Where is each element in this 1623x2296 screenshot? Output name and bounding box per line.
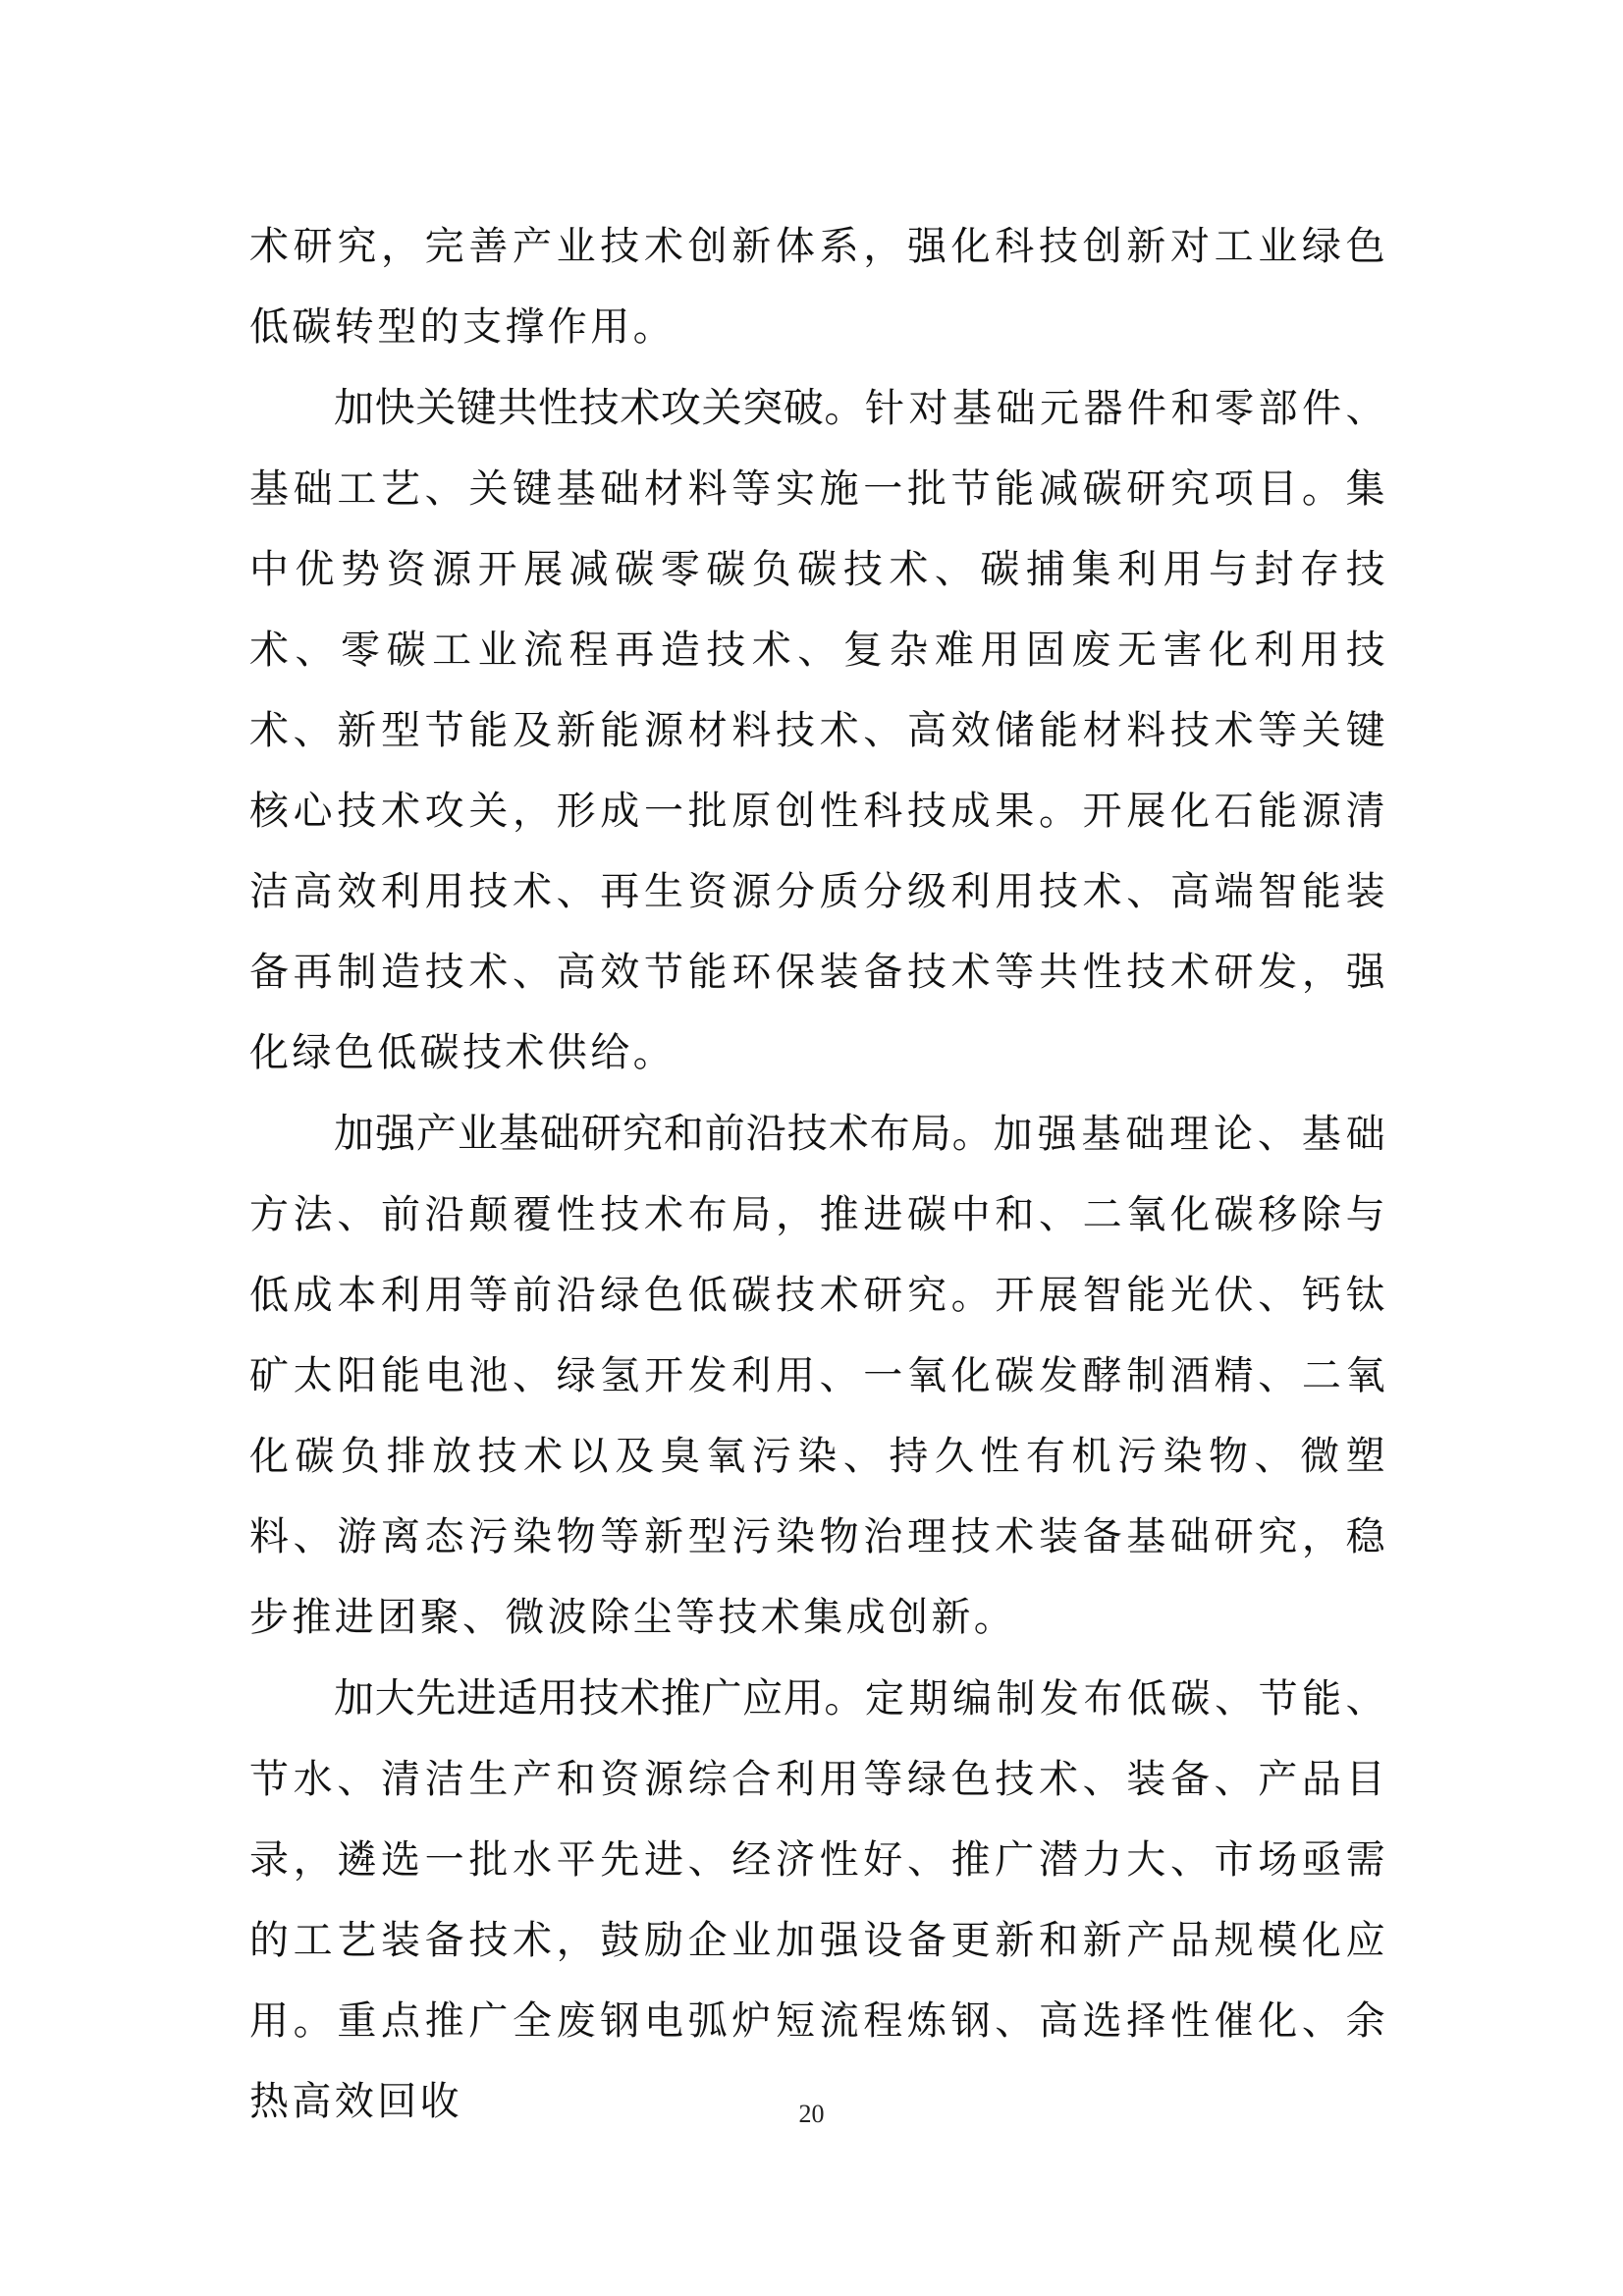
paragraph-text: 针对基础元器件和零部件、基础工艺、关键基础材料等实施一批节能减碳研究项目。集中优势资源开展减碳零碳负碳技术、碳捕集利用与封存技术、零碳工业流程再造技术、复杂难用固废无害化利用技术、新型节能及新能源材料技术、高效储能材料技术等关键核心技术攻关，形成一批原创性科技成果。开展化石能源清洁高效利用技术、再生资源分质分级利用技术、高端智能装备再制造技术、高效节能环保装备技术等共性技术研发，强化绿色低碳技术供给。 [249,386,1389,1075]
paragraph-heading: 加强产业基础研究和前沿技术布局。 [334,1110,994,1157]
paragraph-text: 术研究，完善产业技术创新体系，强化科技创新对工业绿色低碳转型的支撑作用。 [249,224,1388,350]
paragraph-technology-promotion [249,1658,1388,2142]
paragraph-text: 定期编制发布低碳、节能、节水、清洁生产和资源综合利用等绿色技术、装备、产品目录，遴选一批水平先进、经济性好、推广潜力大、市场亟需的工艺装备技术，鼓励企业加强设备更新和新产品规模化应用。重点推广全废钢电弧炉短流程炼钢、高选择性催化、余热高效回收 [249,1676,1389,2124]
body-text [249,206,1388,2142]
paragraph-basic-research [249,1093,1388,1658]
paragraph-continuation [249,206,1388,367]
page-number: 20 [798,2100,825,2128]
paragraph-heading: 加快关键共性技术攻关突破。 [334,384,865,431]
paragraph-heading: 加大先进适用技术推广应用。 [334,1674,865,1722]
paragraph-key-technology [249,367,1388,1093]
paragraph-text: 加强基础理论、基础方法、前沿颠覆性技术布局，推进碳中和、二氧化碳移除与低成本利用等前沿绿色低碳技术研究。开展智能光伏、钙钛矿太阳能电池、绿氢开发利用、一氧化碳发酵制酒精、二氧化碳负排放技术以及臭氧污染、持久性有机污染物、微塑料、游离态污染物等新型污染物治理技术装备基础研究，稳步推进团聚、微波除尘等技术集成创新。 [249,1112,1388,1640]
